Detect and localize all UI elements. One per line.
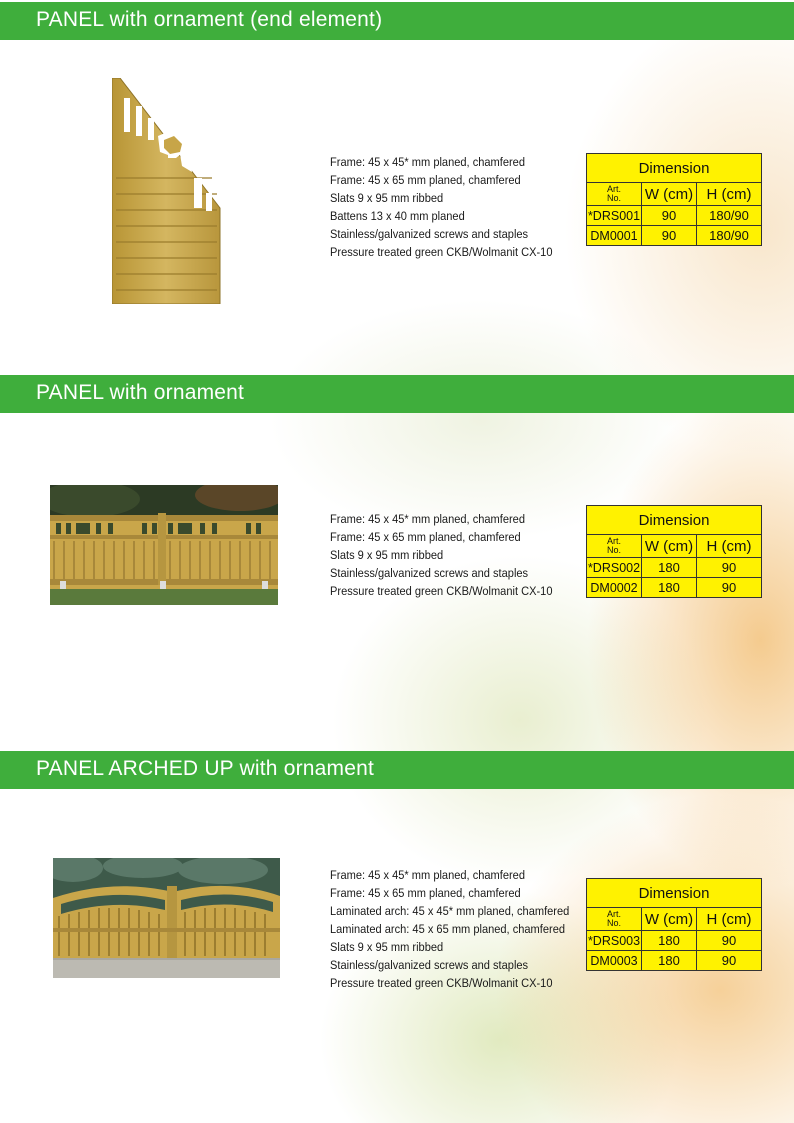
section-1-title: PANEL with ornament (end element) — [36, 8, 383, 31]
ornament-panel-photo — [50, 485, 278, 605]
art-number: DM0001 — [587, 226, 642, 246]
section-2-specs — [330, 510, 552, 600]
section-2-title: PANEL with ornament — [36, 381, 245, 404]
art-number: *DRS001 — [587, 206, 642, 226]
height-value: 180/90 — [697, 226, 762, 246]
spec-line: Frame: 45 x 65 mm planed, chamfered — [330, 173, 521, 187]
art-number: *DRS002 — [587, 558, 642, 578]
col-art-line1: Art. — [606, 184, 621, 194]
width-value: 180 — [642, 558, 697, 578]
table-row — [587, 951, 762, 971]
spec-line: Slats 9 x 95 mm ribbed — [330, 191, 444, 205]
art-number: *DRS003 — [587, 931, 642, 951]
end-element-panel-photo — [112, 78, 235, 304]
height-value: 90 — [697, 951, 762, 971]
spec-line: Laminated arch: 45 x 45* mm planed, chamfered — [330, 904, 570, 918]
col-height: H (cm) — [697, 183, 762, 206]
width-value: 180 — [642, 931, 697, 951]
spec-line: Pressure treated green CKB/Wolmanit CX-10 — [330, 245, 553, 259]
section-3-title: PANEL ARCHED UP with ornament — [36, 757, 375, 780]
col-art-line1: Art. — [606, 536, 621, 546]
spec-line: Slats 9 x 95 mm ribbed — [330, 940, 444, 954]
art-number: DM0003 — [587, 951, 642, 971]
col-art-line2: No. — [606, 545, 621, 555]
table-row — [587, 558, 762, 578]
col-art-line1: Art. — [606, 909, 621, 919]
width-value: 180 — [642, 951, 697, 971]
arched-panel-photo — [53, 858, 280, 978]
table-heading: Dimension — [587, 879, 762, 908]
spec-line: Pressure treated green CKB/Wolmanit CX-10 — [330, 976, 553, 990]
spec-line: Frame: 45 x 45* mm planed, chamfered — [330, 512, 526, 526]
table-row — [587, 931, 762, 951]
height-value: 180/90 — [697, 206, 762, 226]
section-1-dimension-table — [586, 153, 762, 246]
col-art-line2: No. — [606, 193, 621, 203]
width-value: 90 — [642, 206, 697, 226]
table-row — [587, 206, 762, 226]
section-3-dimension-table — [586, 878, 762, 971]
section-3-banner — [0, 751, 794, 789]
section-1-banner — [0, 2, 794, 40]
spec-line: Pressure treated green CKB/Wolmanit CX-10 — [330, 584, 553, 598]
col-width: W (cm) — [642, 183, 697, 206]
spec-line: Laminated arch: 45 x 65 mm planed, chamfered — [330, 922, 566, 936]
height-value: 90 — [697, 578, 762, 598]
section-2-dimension-table — [586, 505, 762, 598]
height-value: 90 — [697, 558, 762, 578]
col-art-line2: No. — [606, 918, 621, 928]
table-row — [587, 226, 762, 246]
spec-line: Stainless/galvanized screws and staples — [330, 566, 529, 580]
section-1-specs — [330, 153, 552, 261]
col-width: W (cm) — [642, 535, 697, 558]
table-heading: Dimension — [587, 506, 762, 535]
col-height: H (cm) — [697, 908, 762, 931]
table-heading: Dimension — [587, 154, 762, 183]
height-value: 90 — [697, 931, 762, 951]
col-width: W (cm) — [642, 908, 697, 931]
col-height: H (cm) — [697, 535, 762, 558]
spec-line: Frame: 45 x 65 mm planed, chamfered — [330, 530, 521, 544]
table-row — [587, 578, 762, 598]
spec-line: Battens 13 x 40 mm planed — [330, 209, 465, 223]
spec-line: Frame: 45 x 45* mm planed, chamfered — [330, 155, 526, 169]
col-art-no — [587, 535, 642, 558]
section-2-banner — [0, 375, 794, 413]
spec-line: Stainless/galvanized screws and staples — [330, 958, 529, 972]
width-value: 90 — [642, 226, 697, 246]
spec-line: Slats 9 x 95 mm ribbed — [330, 548, 444, 562]
section-3-specs — [330, 866, 569, 992]
spec-line: Frame: 45 x 45* mm planed, chamfered — [330, 868, 526, 882]
width-value: 180 — [642, 578, 697, 598]
col-art-no — [587, 183, 642, 206]
art-number: DM0002 — [587, 578, 642, 598]
spec-line: Stainless/galvanized screws and staples — [330, 227, 529, 241]
col-art-no — [587, 908, 642, 931]
spec-line: Frame: 45 x 65 mm planed, chamfered — [330, 886, 521, 900]
